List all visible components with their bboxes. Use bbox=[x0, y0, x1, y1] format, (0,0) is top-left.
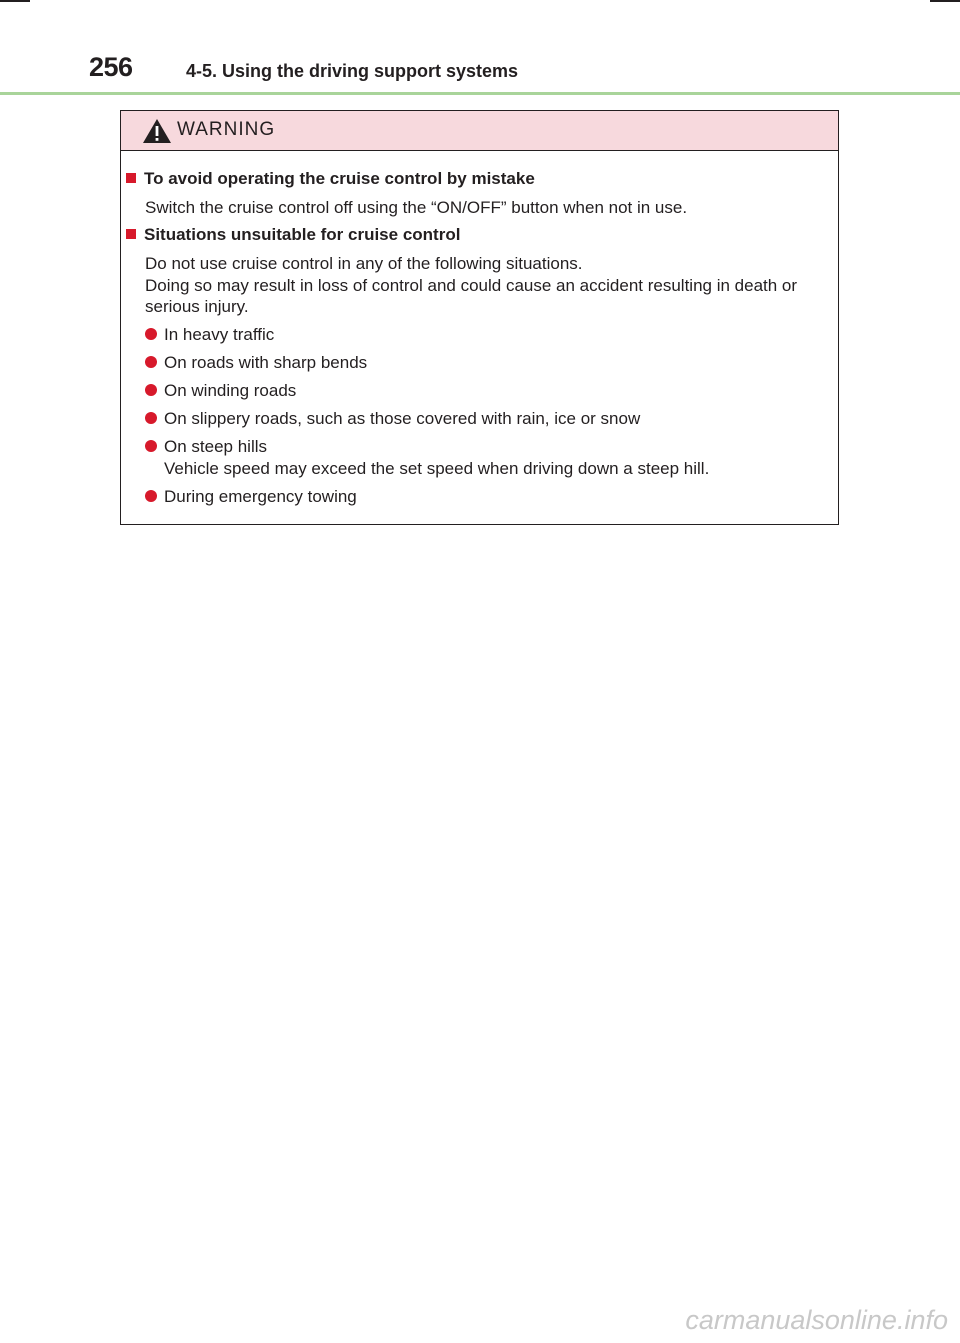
warning-label: WARNING bbox=[177, 119, 276, 140]
body-line: Switch the cruise control off using the “ON/OFF” button when not in use. bbox=[145, 198, 688, 217]
round-bullet-icon bbox=[145, 356, 157, 368]
section-heading-text: To avoid operating the cruise control by mistake bbox=[144, 169, 535, 188]
round-bullet-icon bbox=[145, 440, 157, 452]
page-header bbox=[0, 0, 960, 96]
round-bullet-icon bbox=[145, 412, 157, 424]
square-bullet-icon bbox=[126, 173, 136, 183]
section-heading bbox=[126, 169, 535, 189]
list-item-text: On roads with sharp bends bbox=[164, 353, 368, 372]
warning-box bbox=[120, 110, 839, 525]
body-line: Doing so may result in loss of control and could cause an accident resulting in death or bbox=[145, 275, 798, 295]
round-bullet-icon bbox=[145, 328, 157, 340]
body-paragraph bbox=[145, 197, 687, 219]
square-bullet-icon bbox=[126, 229, 136, 239]
list-item-text: During emergency towing bbox=[164, 487, 357, 506]
watermark-logo bbox=[623, 1299, 953, 1339]
list-item bbox=[145, 486, 357, 508]
body-paragraph bbox=[145, 253, 797, 318]
section-heading-text: Situations unsuitable for cruise control bbox=[144, 225, 461, 244]
list-item-text: In heavy traffic bbox=[164, 325, 275, 344]
round-bullet-icon bbox=[145, 490, 157, 502]
warning-triangle-icon bbox=[142, 118, 172, 144]
list-item-text: On winding roads bbox=[164, 381, 297, 400]
page-number: 256 bbox=[89, 52, 133, 82]
warning-header bbox=[121, 111, 838, 151]
list-item bbox=[145, 380, 296, 402]
list-item-text: On steep hills bbox=[164, 437, 267, 456]
list-item bbox=[145, 352, 367, 374]
section-heading bbox=[126, 225, 460, 245]
list-item bbox=[145, 436, 709, 479]
body-line: serious injury. bbox=[145, 297, 249, 316]
list-item-text: On slippery roads, such as those covered with rain, ice or snow bbox=[164, 409, 641, 428]
header-rule bbox=[0, 92, 960, 95]
list-item-subtext: Vehicle speed may exceed the set speed when driving down a steep hill. bbox=[164, 458, 710, 478]
list-item bbox=[145, 324, 274, 346]
round-bullet-icon bbox=[145, 384, 157, 396]
watermark-text: carmanualsonline.info bbox=[685, 1305, 948, 1335]
body-line: Do not use cruise control in any of the following situations. bbox=[145, 254, 583, 273]
list-item bbox=[145, 408, 640, 430]
section-title: 4-5. Using the driving support systems bbox=[186, 61, 519, 81]
